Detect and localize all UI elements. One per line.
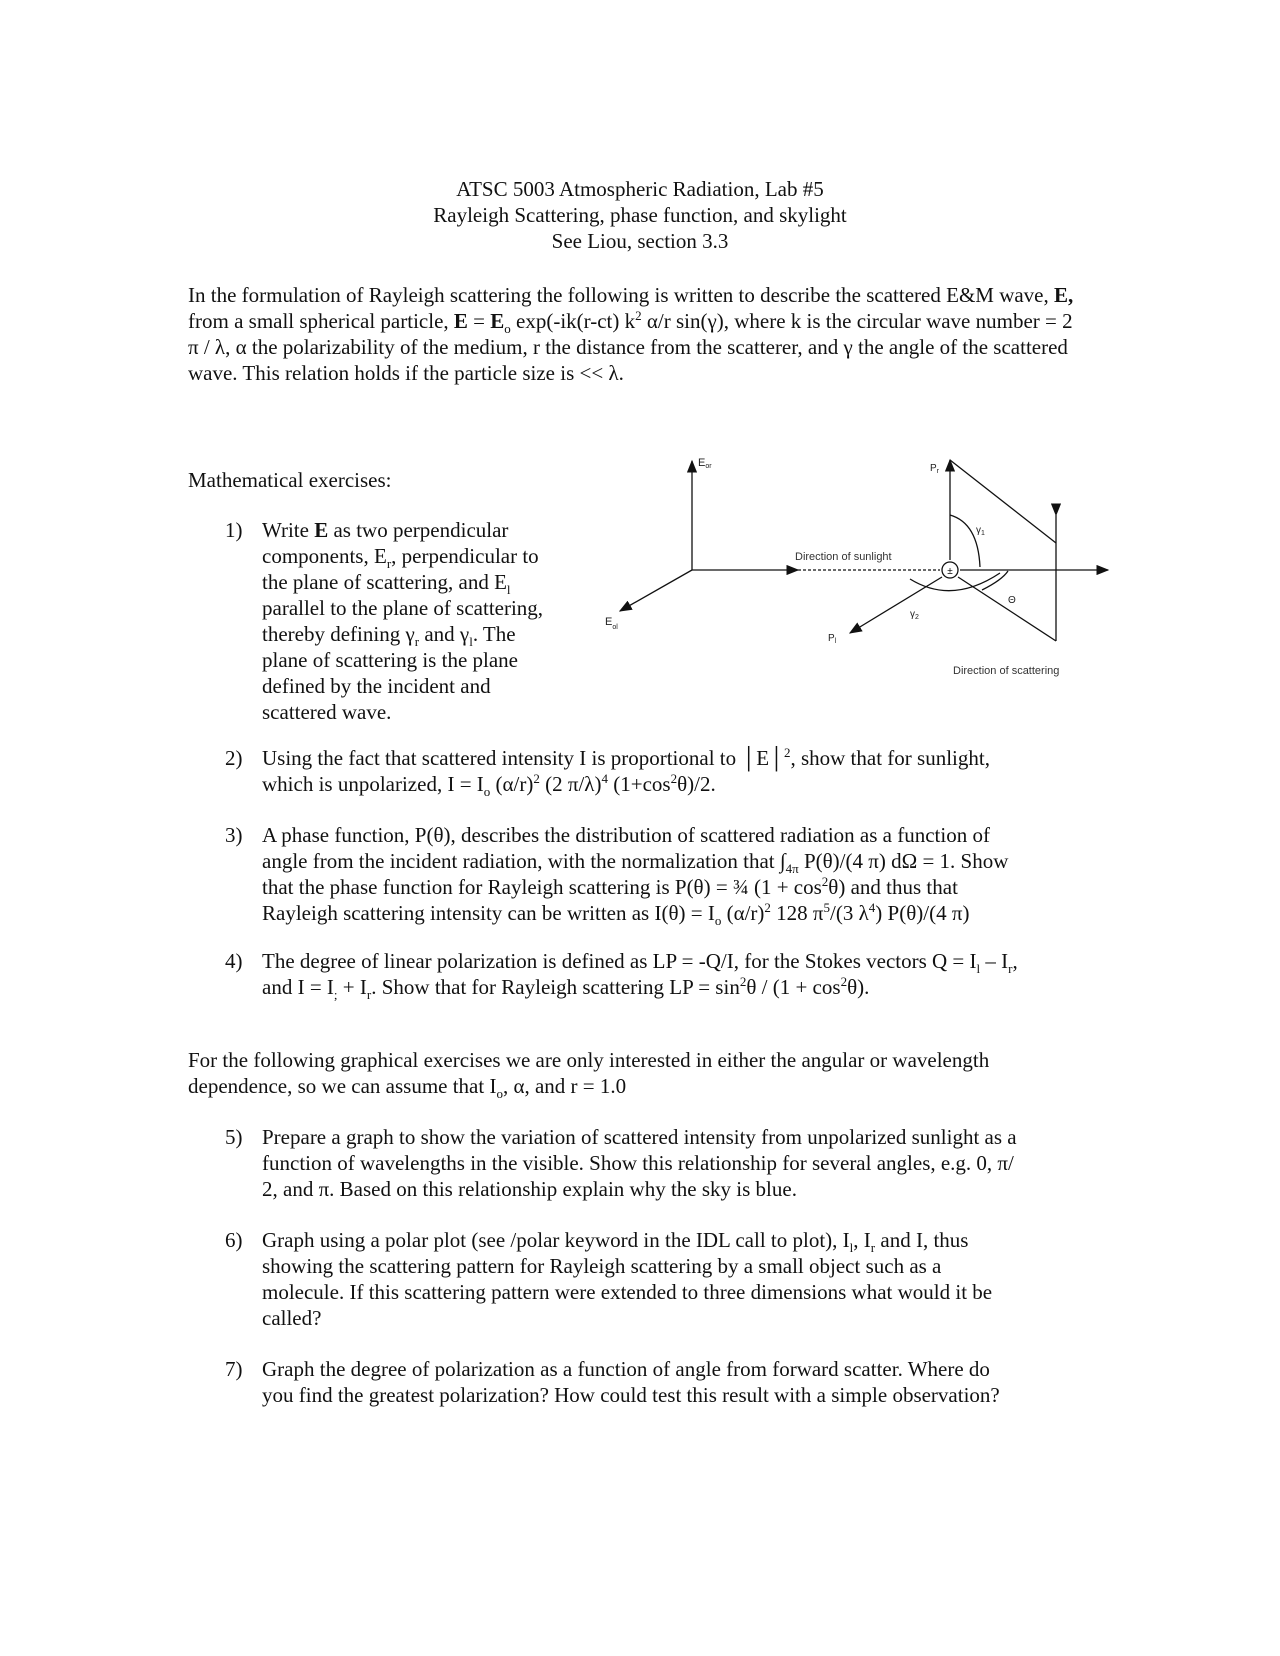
e-or-label: Eor xyxy=(698,457,712,470)
sunlight-label: Direction of sunlight xyxy=(795,551,892,563)
gamma1-arc xyxy=(950,515,980,567)
pr-label: $P_r$ xyxy=(930,463,940,475)
e-ol-label: $E_{ol}$ xyxy=(605,616,618,631)
graphical-exercises-note: For the following graphical exercises we are only interested in either the angular or wavelength dependence, so we can assume that $I_o$, α, and r = 1.0 xyxy=(188,1048,990,1102)
exercise-number: 4) xyxy=(225,949,243,973)
gamma2-label: $\gamma_2$ xyxy=(910,609,919,621)
pl-axis xyxy=(850,577,942,633)
pl-label: $P_l$ xyxy=(828,633,837,645)
e-ol-axis xyxy=(620,570,692,611)
scattering-label: Direction of scattering xyxy=(953,665,1060,677)
exercise-number: 1) xyxy=(225,518,243,542)
title-line-3: See Liou, section 3.3 xyxy=(551,229,729,253)
exercise-number: 5) xyxy=(225,1125,243,1149)
exercise-number: 6) xyxy=(225,1228,243,1252)
title-line-1: ATSC 5003 Atmospheric Radiation, Lab #5 xyxy=(456,177,824,201)
scattering-diagram xyxy=(605,455,1110,695)
intro-paragraph: In the formulation of Rayleigh scattering the following is written to describe the scattered E&M wave, E, from a small spherical particle, $E = E_o$ exp(-ik(r-ct) $k^2$ α/r sin(γ), where k is the circular wave number = 2 π / λ, α the polarizability of the medium, r the distance from the scatterer, and γ the angle of the scattered wave. This relation holds if the particle size is << λ. xyxy=(188,283,1074,385)
particle-symbol: ± xyxy=(947,566,953,577)
exercise-number: 3) xyxy=(225,823,243,847)
document-page: ATSC 5003 Atmospheric Radiation, Lab #5 Rayleigh Scattering, phase function, and skylight See Liou, section 3.3 In the formulation of Rayleigh scattering the following is written to describe the scattered E&M wave, E, from a small spherical particle, $E = E_o$ exp(-ik(r-ct) $k^2$ α/r sin(γ), where k is the circular wave number = 2 π / λ, α the polarizability of the medium, r the distance from the scatterer, and γ the angle of the scattered wave. This relation holds if the particle size is << λ. Mathematical exercises: 1) Write E as two perpendicular components, $E_r$, perpendicular to the plane of scattering, and $E_l$ parallel to the plane of scattering, thereby defining $\gamma_r$ and $\gamma_l$. The plane of scattering is the plane defined by the incident and scattered wave. ± Eor $E_{ol}$ $P_r$ $P_l$ $\gamma_1$ $\gamma_2$ Θ Direction of sunlight Direction of scattering 2) Using the fact that scattered intensity I is proportional to │E│$^2$, show that for sunlight, which is unpolarized, $I = I_o$ $(\alpha/r)^2$ (2 π/λ)$^4$ $(1+\cos^2\theta)/2$. 3) A phase function, P(θ), describes the distribution of scattered radiation as a function of angle from the incident radiation, with the normalization that $\int_{4\pi}$ P(θ)/(4 π) dΩ = 1. Show that the phase function for Rayleigh scattering is P(θ) = ¾ $(1 + \cos^2\theta)$ and thus that Rayleigh scattering intensity can be written as $I(\theta) = I_o$ $(\alpha/r)^2$ 128 $\pi^5/(3$ $\lambda^4$) P(θ)/(4 π) 4) The degree of linear polarization is defined as LP = -Q/I, for the Stokes vectors $Q = I_l - I_r$, and $I = I_; + I_r$. Show that for Rayleigh scattering LP = $\sin^2\theta / (1 + \cos^2\theta)$. For the following graphical exercises we are only interested in either the angular or wavelength dependence, so we can assume that $I_o$, α, and r = 1.0 5) Prepare a graph to show the variation of scattered intensity from unpolarized sunlight as a function of wavelengths in the visible. Show this relationship for several angles, e.g. 0, π/ 2, and π. Based on this relationship explain why the sky is blue. 6) Graph using a polar plot (see /polar keyword in the IDL call to plot), $I_l$, $I_r$ and I, thus showing the scattering pattern for Rayleigh scattering by a small object such as a molecule. If this scattering pattern were extended to three dimensions what would it be called? 7) Graph the degree of polarization as a function of angle from forward scatter. Where do you find the greatest polarization? How could test this result with a simple observation? xyxy=(0,0,1280,1656)
theta-label: Θ xyxy=(1008,595,1016,606)
gamma1-label: $\gamma_1$ xyxy=(976,525,985,537)
exercise-number: 2) xyxy=(225,746,243,770)
title-line-2: Rayleigh Scattering, phase function, and skylight xyxy=(433,203,847,227)
exercise-number: 7) xyxy=(225,1357,243,1381)
section-label: Mathematical exercises: xyxy=(188,468,392,492)
box-line-top xyxy=(950,460,1056,543)
